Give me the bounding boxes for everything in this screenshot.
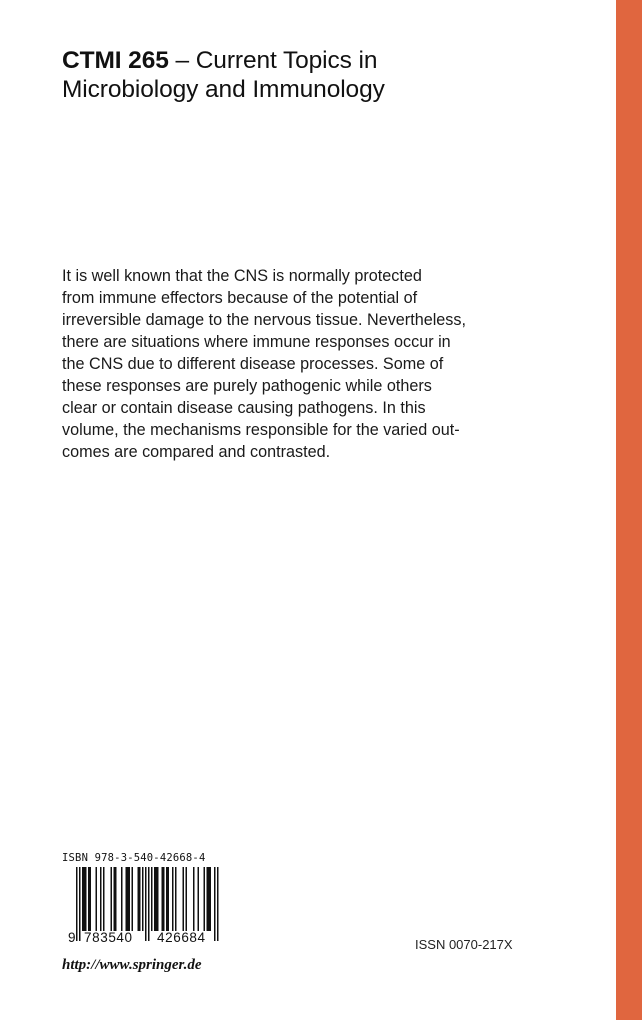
- barcode-bar: [84, 867, 86, 931]
- blurb-line: these responses are purely pathogenic while others: [62, 377, 432, 395]
- barcode-bar: [132, 867, 134, 931]
- barcode-bar: [129, 867, 131, 931]
- barcode-bar: [126, 867, 128, 931]
- barcode-bar: [210, 867, 212, 931]
- barcode-bar: [111, 867, 113, 931]
- barcode-guard-bar: [76, 867, 78, 941]
- barcode-guard-bar: [217, 867, 219, 941]
- barcode-bar: [100, 867, 102, 931]
- series-title: [62, 46, 602, 104]
- isbn-label: ISBN 978-3-540-42668-4: [62, 852, 206, 864]
- barcode-bar: [198, 867, 200, 931]
- barcode-bar: [154, 867, 156, 931]
- ean-digits: [62, 930, 227, 957]
- barcode-bar: [139, 867, 141, 931]
- barcode-bar: [166, 867, 168, 931]
- issn-number: ISSN 0070-217X: [415, 937, 513, 952]
- barcode-bar: [207, 867, 209, 931]
- barcode-bar: [138, 867, 140, 931]
- blurb-line: clear or contain disease causing pathogens. In this: [62, 399, 426, 417]
- barcode-bar: [82, 867, 84, 931]
- barcode-bar: [186, 867, 188, 931]
- barcode-bar: [90, 867, 92, 931]
- barcode-guard-bar: [79, 867, 81, 941]
- barcode-bar: [85, 867, 87, 931]
- barcode-bar: [162, 867, 164, 931]
- barcode-bar: [172, 867, 174, 931]
- spine-color-strip: [616, 0, 642, 1020]
- blurb-line: there are situations where immune responses occur in: [62, 333, 451, 351]
- blurb-line: volume, the mechanisms responsible for the varied out-: [62, 421, 460, 439]
- barcode-bar: [175, 867, 177, 931]
- barcode-bar: [163, 867, 165, 931]
- barcode-bar: [103, 867, 105, 931]
- blurb-line: irreversible damage to the nervous tissue. Nevertheless,: [62, 311, 466, 329]
- barcode-bar: [121, 867, 123, 931]
- series-title-line1: – Current Topics in: [168, 47, 378, 74]
- description-blurb: [62, 265, 532, 463]
- barcode-bar: [88, 867, 90, 931]
- blurb-line: comes are compared and contrasted.: [62, 443, 331, 461]
- barcode-guard-bar: [145, 867, 147, 941]
- publisher-url[interactable]: http://www.springer.de: [62, 957, 202, 973]
- barcode-bar: [168, 867, 170, 931]
- barcode-bar: [96, 867, 98, 931]
- series-code: CTMI 265: [62, 47, 169, 74]
- blurb-line: It is well known that the CNS is normally protected: [62, 267, 422, 285]
- barcode-bar: [114, 867, 116, 931]
- barcode-bar: [157, 867, 159, 931]
- barcode-bar: [208, 867, 210, 931]
- barcode-bar: [151, 867, 153, 931]
- isbn-barcode: [62, 851, 227, 957]
- barcode-bar: [142, 867, 144, 931]
- blurb-line: from immune effectors because of the potential of: [62, 289, 418, 307]
- ean-first-digit: 9: [68, 930, 77, 945]
- barcode-bar: [183, 867, 185, 931]
- barcode-bar: [115, 867, 117, 931]
- barcode-guard-bar: [214, 867, 216, 941]
- barcode-bar: [193, 867, 195, 931]
- series-title-line2: Microbiology and Immunology: [62, 76, 385, 103]
- blurb-line: the CNS due to different disease processes. Some of: [62, 355, 444, 373]
- barcode-bar: [127, 867, 129, 931]
- barcode-bar: [204, 867, 206, 931]
- barcode-guard-bar: [148, 867, 150, 941]
- barcode-bar: [156, 867, 158, 931]
- ean-right-group: 426684: [157, 930, 206, 945]
- ean-left-group: 783540: [84, 930, 133, 945]
